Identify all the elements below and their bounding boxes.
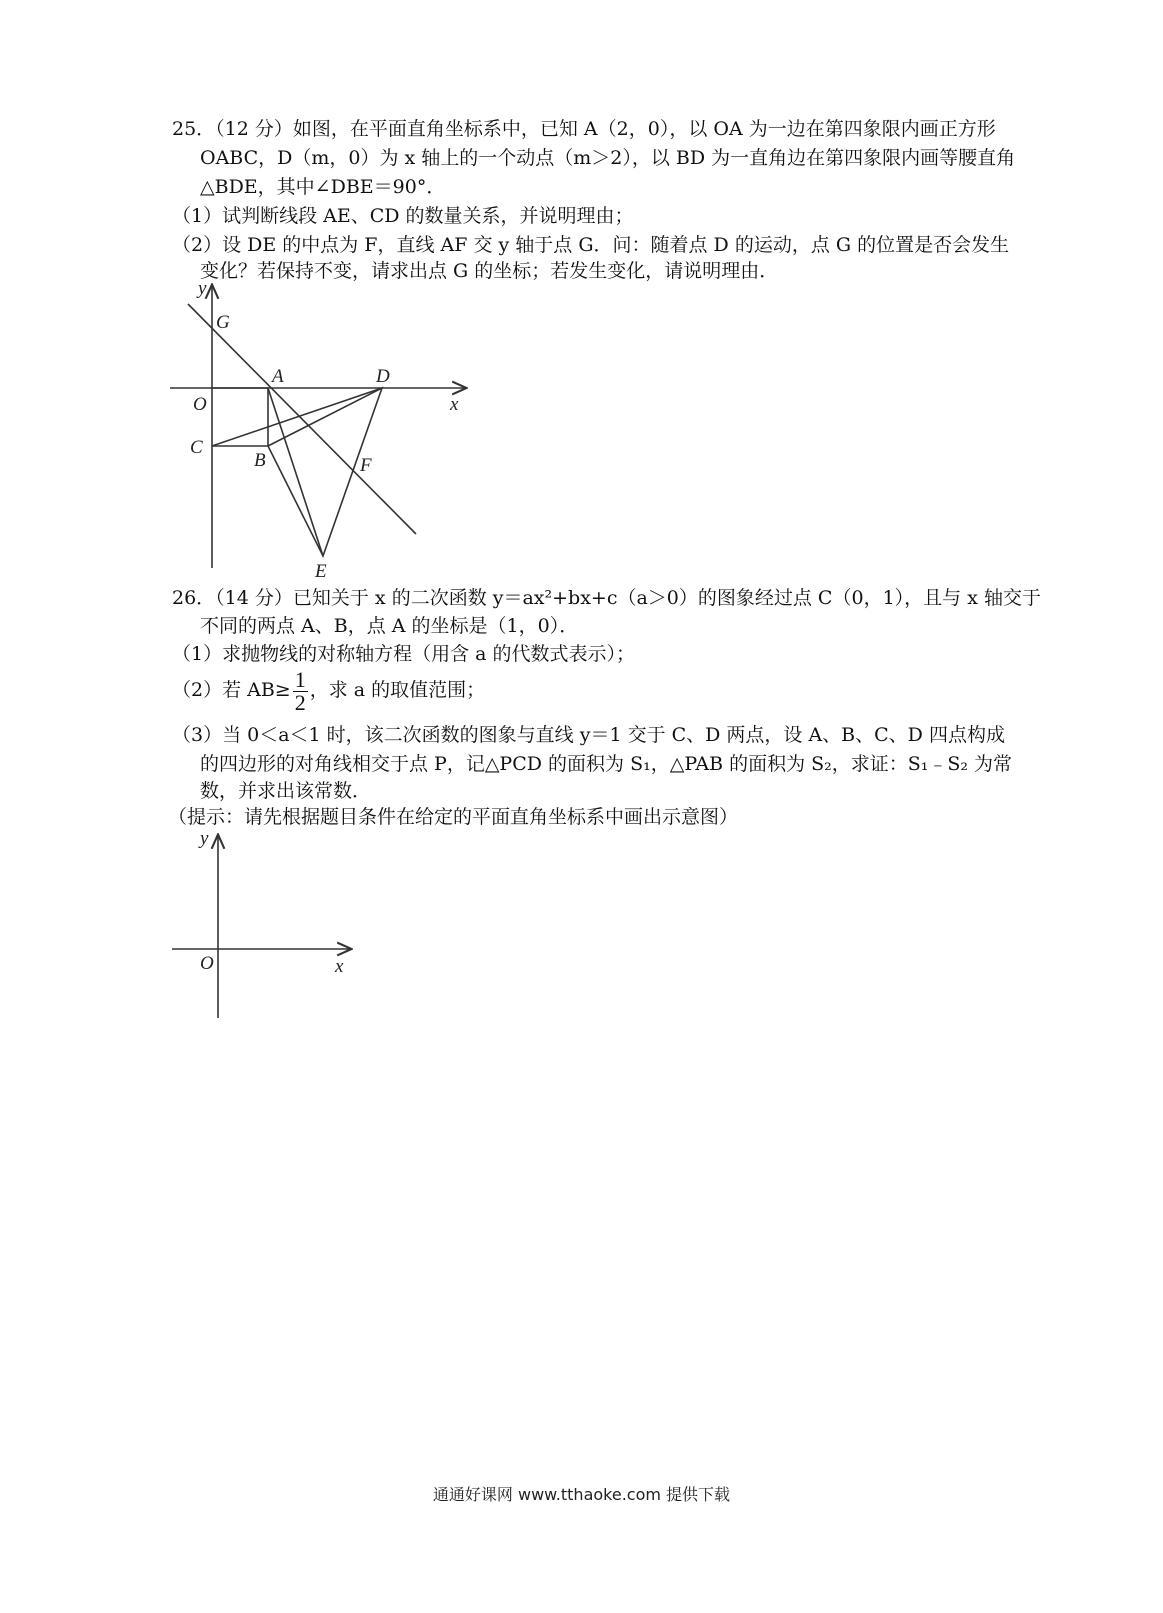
q26-part-3b: 的四边形的对角线相交于点 P，记△PCD 的面积为 S₁，△PAB 的面积为 S₂，求证：S₁﹣S₂ 为常 [200, 753, 1013, 775]
q25-square-oabc [212, 388, 268, 446]
q25-label-b: B [254, 450, 266, 471]
q25-segment-cd [212, 388, 382, 446]
q25-label-d: D [376, 366, 390, 387]
q25-label-g: G [216, 312, 230, 333]
q25-part-2a: （2）设 DE 的中点为 F，直线 AF 交 y 轴于点 G．问：随着点 D 的运动，点 G 的位置是否会发生 [172, 234, 1010, 256]
q25-line-1: 25．（12 分）如图，在平面直角坐标系中，已知 A（2，0），以 OA 为一边在第四象限内画正方形 [172, 118, 996, 140]
q25-figure [170, 278, 480, 583]
q26-fraction-num: 1 [294, 666, 306, 692]
q26-part-2-post: ，求 a 的取值范围； [309, 679, 486, 701]
q25-label-c: C [190, 437, 203, 458]
q26-line-1: 26．（14 分）已知关于 x 的二次函数 y＝ax²+bx+c（a＞0）的图象经过点 C（0，1），且与 x 轴交于 [172, 587, 1041, 609]
q26-label-x: x [335, 956, 344, 977]
q26-fraction [293, 666, 308, 715]
q25-line-af [188, 304, 416, 534]
q25-label-a: A [272, 366, 284, 387]
q26-label-y: y [200, 828, 209, 849]
q26-part-3c: 数，并求出该常数． [200, 780, 372, 802]
q26-label-o: O [200, 953, 214, 974]
footer-credit: 通通好课网 www.tthaoke.com 提供下载 [432, 1485, 731, 1504]
q25-label-e: E [315, 561, 327, 582]
q25-line-3: △BDE，其中∠DBE＝90°． [200, 176, 446, 198]
q25-part-2b: 变化？若保持不变，请求出点 G 的坐标；若发生变化，请说明理由． [200, 260, 779, 282]
q26-part-1: （1）求抛物线的对称轴方程（用含 a 的代数式表示）； [172, 643, 635, 665]
q25-label-f: F [360, 455, 372, 476]
q25-label-y: y [198, 278, 207, 299]
q26-hint: （提示：请先根据题目条件在给定的平面直角坐标系中画出示意图） [168, 806, 739, 828]
q25-label-x: x [450, 394, 459, 415]
q25-label-o: O [193, 394, 207, 415]
q25-part-1: （1）试判断线段 AE、CD 的数量关系，并说明理由； [172, 205, 634, 227]
q26-line-2: 不同的两点 A、B，点 A 的坐标是（1，0）． [200, 615, 579, 637]
q25-line-2: OABC，D（m，0）为 x 轴上的一个动点（m＞2），以 BD 为一直角边在第四象限内画等腰直角 [200, 147, 1016, 169]
q26-fraction-den: 2 [294, 689, 306, 715]
q26-part-2 [172, 664, 485, 716]
q26-part-2-pre: （2）若 AB≥ [172, 679, 291, 701]
q26-figure [170, 828, 370, 1023]
q26-part-3a: （3）当 0＜a＜1 时，该二次函数的图象与直线 y＝1 交于 C、D 两点，设 A、B、C、D 四点构成 [172, 724, 1005, 746]
